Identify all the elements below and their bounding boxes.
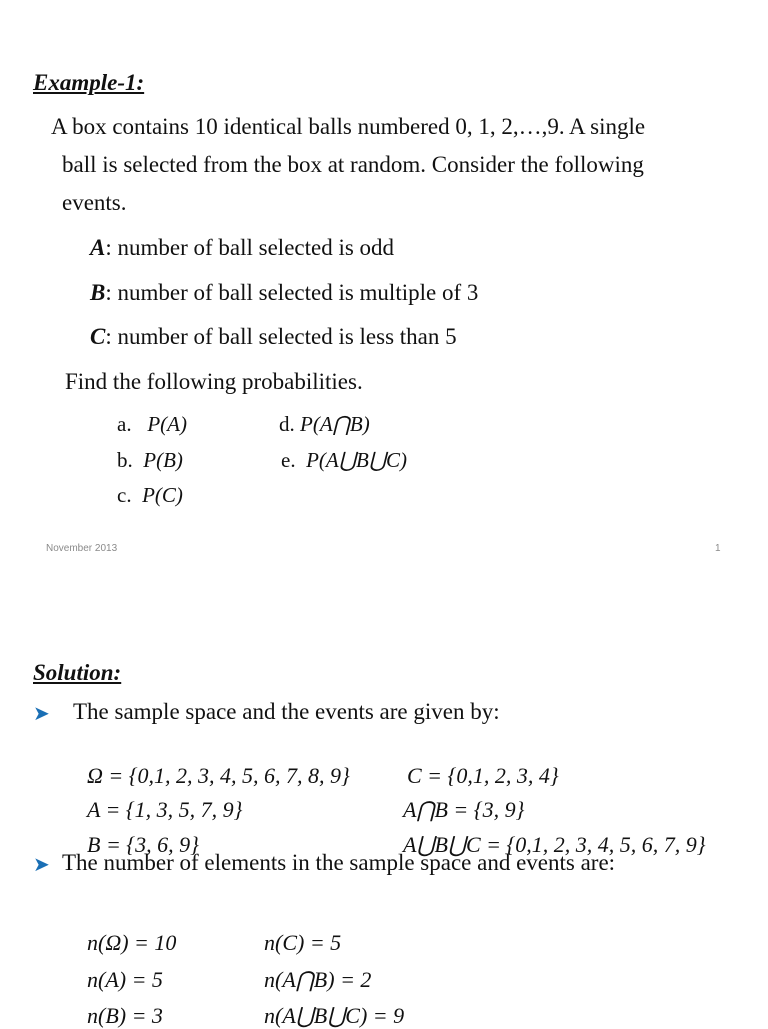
count-a-intersect-b: n(A⋂B) = 2 xyxy=(264,967,372,992)
footer-page-number: 1 xyxy=(715,543,721,554)
count-c: n(C) = 5 xyxy=(264,930,342,955)
item-d-expr: P(A⋂B) xyxy=(300,412,370,436)
item-e-label: e. xyxy=(281,448,296,472)
item-b xyxy=(117,448,183,473)
event-c-text: : number of ball selected is less than 5 xyxy=(105,324,457,349)
item-a xyxy=(117,412,187,437)
problem-line-2: ball is selected from the box at random. Consider the following xyxy=(62,152,644,177)
bullet-sample-space: The sample space and the events are given by: xyxy=(73,699,500,724)
count-omega: n(Ω) = 10 xyxy=(87,930,177,955)
set-a: A = {1, 3, 5, 7, 9} xyxy=(87,797,243,822)
bullet-counts: The number of elements in the sample space and events are: xyxy=(62,850,616,875)
example-heading: Example-1: xyxy=(33,70,145,95)
count-b: n(B) = 3 xyxy=(87,1003,163,1028)
item-c xyxy=(117,483,183,508)
event-b xyxy=(90,280,478,306)
arrowhead-bullet-icon: ➤ xyxy=(33,703,50,725)
item-c-label: c. xyxy=(117,483,132,507)
event-b-letter: B xyxy=(90,280,106,305)
event-a xyxy=(90,235,394,261)
set-omega: Ω = {0,1, 2, 3, 4, 5, 6, 7, 8, 9} xyxy=(87,763,350,788)
item-d-label: d. xyxy=(279,412,295,436)
item-d xyxy=(279,412,370,437)
problem-line-1: A box contains 10 identical balls numbered 0, 1, 2,…,9. A single xyxy=(51,114,646,139)
set-a-union-b-union-c: A⋃B⋃C = {0,1, 2, 3, 4, 5, 6, 7, 9} xyxy=(403,832,706,857)
event-c-letter: C xyxy=(90,324,106,349)
event-a-letter: A xyxy=(90,235,106,260)
count-a: n(A) = 5 xyxy=(87,967,163,992)
find-instruction: Find the following probabilities. xyxy=(65,369,363,394)
item-c-expr: P(C) xyxy=(142,483,183,507)
set-b: B = {3, 6, 9} xyxy=(87,832,199,857)
set-a-intersect-b: A⋂B = {3, 9} xyxy=(403,797,525,822)
arrowhead-bullet-icon: ➤ xyxy=(33,854,50,876)
item-a-label: a. xyxy=(117,412,132,436)
item-e-expr: P(A⋃B⋃C) xyxy=(306,448,408,472)
item-b-label: b. xyxy=(117,448,133,472)
event-c xyxy=(90,324,457,350)
problem-line-3: events. xyxy=(62,190,127,215)
event-b-text: : number of ball selected is multiple of 3 xyxy=(105,280,479,305)
item-a-expr: P(A) xyxy=(147,412,187,436)
footer-date: November 2013 xyxy=(46,543,118,554)
count-a-union-b-union-c: n(A⋃B⋃C) = 9 xyxy=(264,1003,405,1028)
set-c: C = {0,1, 2, 3, 4} xyxy=(407,763,559,788)
item-b-expr: P(B) xyxy=(143,448,183,472)
event-a-text: : number of ball selected is odd xyxy=(105,235,395,260)
solution-heading: Solution: xyxy=(33,660,122,685)
item-e xyxy=(281,448,407,473)
